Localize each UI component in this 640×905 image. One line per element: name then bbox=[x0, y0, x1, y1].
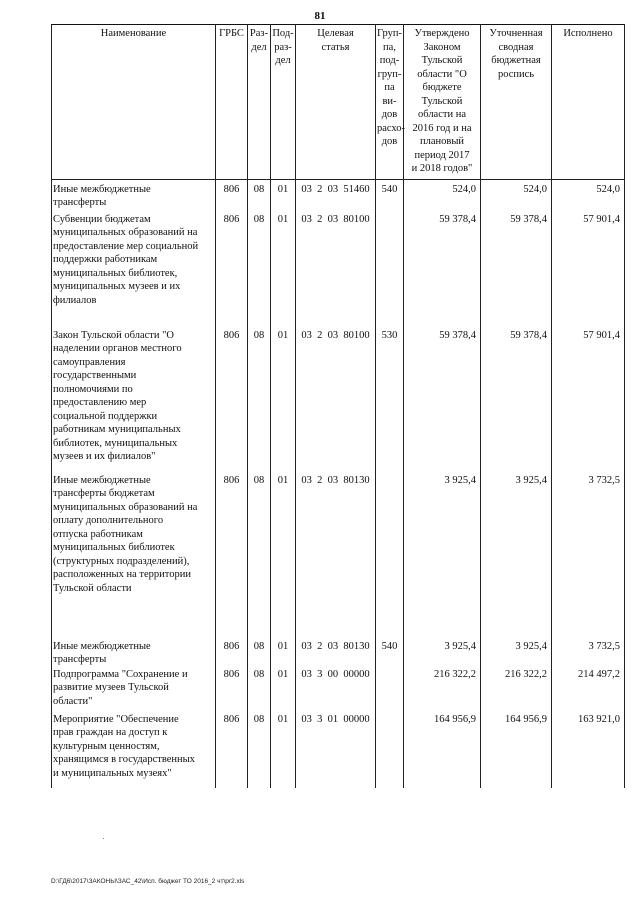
row-name: Иные межбюджетные трансферты бюджетам муниципальных образований на оплату дополнительного отпуска работникам муниципальных библиотек (структурных подразделений), расположенных на территории Тульской области bbox=[52, 474, 216, 640]
row-razdel: 08 bbox=[248, 640, 271, 668]
table-row bbox=[52, 179, 625, 210]
table-header-row bbox=[52, 25, 625, 180]
header-approved: Утверждено Законом Тульской области "О бюджете Тульской области на 2016 год и на плановый период 2017 и 2018 годов" bbox=[404, 25, 481, 180]
row-target: 03 2 03 80100 bbox=[296, 210, 376, 329]
row-approved: 164 956,9 bbox=[404, 713, 481, 788]
row-target: 03 3 01 00000 bbox=[296, 713, 376, 788]
row-group bbox=[376, 713, 404, 788]
table-row bbox=[52, 474, 625, 640]
row-name: Подпрограмма "Сохранение и развитие музеев Тульской области" bbox=[52, 668, 216, 713]
row-executed: 214 497,2 bbox=[552, 668, 625, 713]
header-podrazdel: Под- раз- дел bbox=[271, 25, 296, 180]
row-group bbox=[376, 668, 404, 713]
row-razdel: 08 bbox=[248, 713, 271, 788]
row-grbs: 806 bbox=[216, 640, 248, 668]
row-group: 530 bbox=[376, 329, 404, 474]
file-path-footer: D:\ГД6\2017\ЗАКОНЫ\ЗАС_42\Исп. бюджет ТО 2016_2 чт\pr2.xls bbox=[51, 878, 245, 885]
row-podrazdel: 01 bbox=[271, 474, 296, 640]
row-target: 03 2 03 80130 bbox=[296, 474, 376, 640]
header-grbs: ГРБС bbox=[216, 25, 248, 180]
row-name: Мероприятие "Обеспечение прав граждан на доступ к культурным ценностям, хранящимся в государственных и муниципальных музеях" bbox=[52, 713, 216, 788]
header-name: Наименование bbox=[52, 25, 216, 180]
row-razdel: 08 bbox=[248, 474, 271, 640]
row-refined: 164 956,9 bbox=[481, 713, 552, 788]
row-refined: 524,0 bbox=[481, 179, 552, 210]
header-razdel: Раз- дел bbox=[248, 25, 271, 180]
row-grbs: 806 bbox=[216, 329, 248, 474]
row-group: 540 bbox=[376, 179, 404, 210]
row-name: Иные межбюджетные трансферты bbox=[52, 179, 216, 210]
row-name: Субвенции бюджетам муниципальных образований на предоставление мер социальной поддержки работникам муниципальных библиотек, муниципальных музеев и их филиалов bbox=[52, 210, 216, 329]
row-podrazdel: 01 bbox=[271, 329, 296, 474]
row-executed: 163 921,0 bbox=[552, 713, 625, 788]
row-executed: 57 901,4 bbox=[552, 329, 625, 474]
table-row bbox=[52, 329, 625, 474]
row-podrazdel: 01 bbox=[271, 713, 296, 788]
row-executed: 3 732,5 bbox=[552, 474, 625, 640]
row-razdel: 08 bbox=[248, 668, 271, 713]
row-podrazdel: 01 bbox=[271, 668, 296, 713]
row-approved: 3 925,4 bbox=[404, 640, 481, 668]
header-group: Груп- па, под- груп- па ви- дов расхо- дов bbox=[376, 25, 404, 180]
row-target: 03 2 03 80100 bbox=[296, 329, 376, 474]
row-grbs: 806 bbox=[216, 474, 248, 640]
row-refined: 59 378,4 bbox=[481, 210, 552, 329]
row-refined: 59 378,4 bbox=[481, 329, 552, 474]
row-approved: 59 378,4 bbox=[404, 210, 481, 329]
header-target: Целевая статья bbox=[296, 25, 376, 180]
row-grbs: 806 bbox=[216, 210, 248, 329]
row-approved: 3 925,4 bbox=[404, 474, 481, 640]
row-group: 540 bbox=[376, 640, 404, 668]
row-podrazdel: 01 bbox=[271, 179, 296, 210]
row-executed: 524,0 bbox=[552, 179, 625, 210]
table-row bbox=[52, 668, 625, 713]
row-podrazdel: 01 bbox=[271, 210, 296, 329]
row-razdel: 08 bbox=[248, 210, 271, 329]
row-refined: 3 925,4 bbox=[481, 474, 552, 640]
row-grbs: 806 bbox=[216, 668, 248, 713]
row-target: 03 2 03 80130 bbox=[296, 640, 376, 668]
row-group bbox=[376, 210, 404, 329]
row-target: 03 3 00 00000 bbox=[296, 668, 376, 713]
row-target: 03 2 03 51460 bbox=[296, 179, 376, 210]
row-refined: 216 322,2 bbox=[481, 668, 552, 713]
row-approved: 524,0 bbox=[404, 179, 481, 210]
page-number: 81 bbox=[314, 10, 326, 22]
row-approved: 216 322,2 bbox=[404, 668, 481, 713]
row-executed: 57 901,4 bbox=[552, 210, 625, 329]
row-name: Закон Тульской области "О наделении органов местного самоуправления государственными полномочиями по предоставлению мер социальной поддержки работникам муниципальных библиотек, муниципальных музеев и их филиалов" bbox=[52, 329, 216, 474]
row-name: Иные межбюджетные трансферты bbox=[52, 640, 216, 668]
budget-execution-table bbox=[51, 24, 625, 788]
scan-speck bbox=[103, 838, 104, 839]
row-razdel: 08 bbox=[248, 179, 271, 210]
table-row bbox=[52, 713, 625, 788]
header-refined: Уточненная сводная бюджетная роспись bbox=[481, 25, 552, 180]
row-executed: 3 732,5 bbox=[552, 640, 625, 668]
row-podrazdel: 01 bbox=[271, 640, 296, 668]
row-group bbox=[376, 474, 404, 640]
header-executed: Исполнено bbox=[552, 25, 625, 180]
row-approved: 59 378,4 bbox=[404, 329, 481, 474]
row-refined: 3 925,4 bbox=[481, 640, 552, 668]
row-razdel: 08 bbox=[248, 329, 271, 474]
table-row bbox=[52, 640, 625, 668]
row-grbs: 806 bbox=[216, 713, 248, 788]
row-grbs: 806 bbox=[216, 179, 248, 210]
table-row bbox=[52, 210, 625, 329]
